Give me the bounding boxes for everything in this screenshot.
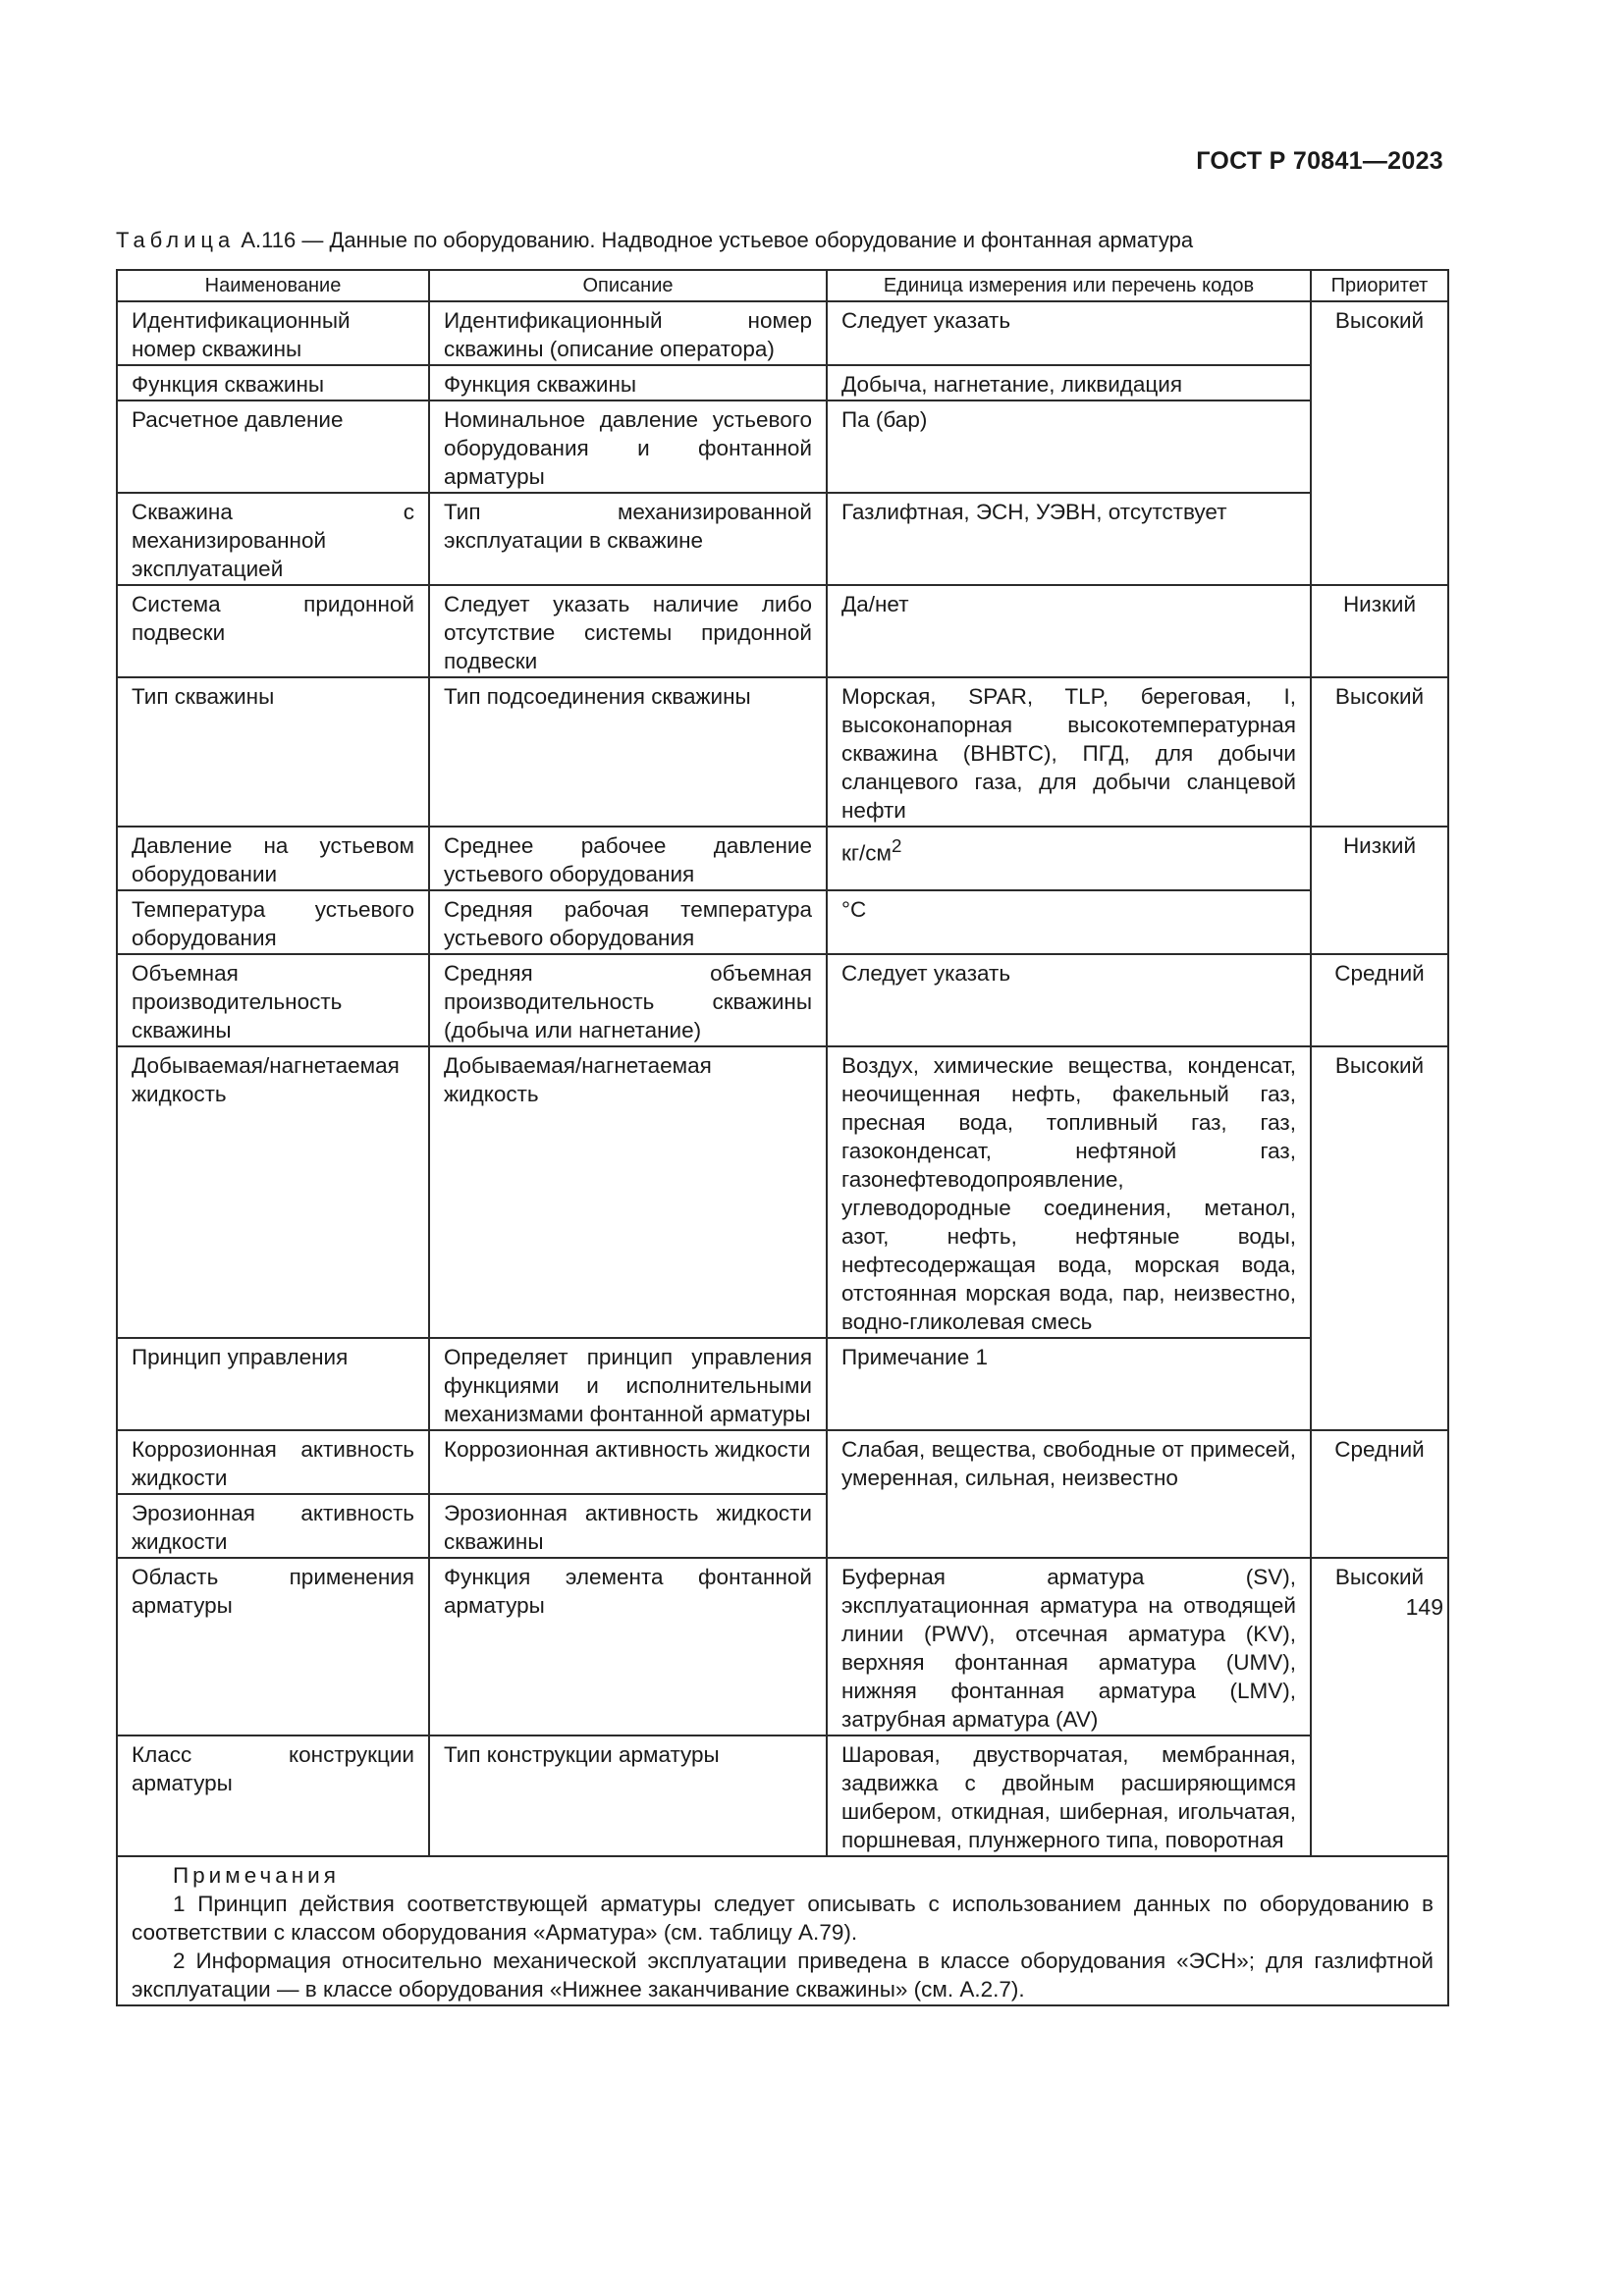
cell-unit: Следует указать (827, 301, 1311, 365)
cell-name: Система придонной подвески (117, 585, 429, 677)
table-row (117, 1558, 1448, 1735)
equipment-data-table (116, 269, 1449, 2006)
cell-unit: °С (827, 890, 1311, 954)
cell-unit: Газлифтная, ЭСН, УЭВН, отсутствует (827, 493, 1311, 585)
cell-name: Добываемая/нагнетаемая жидкость (117, 1046, 429, 1338)
cell-unit: Морская, SPAR, TLP, береговая, I, высоконапорная высокотемпературная скважина (ВНВТС), ПГД, для добычи сланцевого газа, для добычи сланцевой нефти (827, 677, 1311, 827)
cell-priority: Низкий (1311, 585, 1448, 677)
cell-description: Средняя объемная производительность скважины (добыча или нагнетание) (429, 954, 827, 1046)
cell-unit: Слабая, вещества, свободные от примесей, умеренная, сильная, неизвестно (827, 1430, 1311, 1558)
cell-description: Эрозионная активность жидкости скважины (429, 1494, 827, 1558)
table-row (117, 827, 1448, 890)
cell-description: Функция скважины (429, 365, 827, 400)
cell-description: Функция элемента фонтанной арматуры (429, 1558, 827, 1735)
header-name: Наименование (117, 270, 429, 301)
cell-name: Принцип управления (117, 1338, 429, 1430)
table-row (117, 677, 1448, 827)
page-number: 149 (1405, 1594, 1443, 1620)
cell-name: Идентификационный номер скважины (117, 301, 429, 365)
table-row (117, 301, 1448, 365)
cell-description: Коррозионная активность жидкости (429, 1430, 827, 1494)
cell-unit: Шаровая, двустворчатая, мембранная, задвижка с двойным расширяющимся шибером, откидная, шиберная, игольчатая, поршневая, плунжерного типа, поворотная (827, 1735, 1311, 1856)
table-row (117, 954, 1448, 1046)
table-row (117, 1046, 1448, 1338)
table-row (117, 890, 1448, 954)
cell-priority: Средний (1311, 954, 1448, 1046)
cell-description: Следует указать наличие либо отсутствие системы придонной подвески (429, 585, 827, 677)
standard-designation: ГОСТ Р 70841—2023 (1196, 147, 1443, 175)
table-notes (117, 1856, 1448, 2005)
cell-description: Добываемая/нагнетаемая жидкость (429, 1046, 827, 1338)
header-unit: Единица измерения или перечень кодов (827, 270, 1311, 301)
cell-unit: Примечание 1 (827, 1338, 1311, 1430)
cell-name: Давление на устьевом оборудовании (117, 827, 429, 890)
cell-priority: Высокий (1311, 677, 1448, 827)
cell-name: Область применения арматуры (117, 1558, 429, 1735)
unit-text: кг/см (841, 840, 893, 866)
note-item: 2 Информация относительно механической эксплуатации приведена в классе оборудования «ЭСН»; для газлифтной эксплуатации — в классе оборудования «Нижнее заканчивание скважины» (см. А.2.7). (132, 1949, 1434, 2002)
cell-unit: Буферная арматура (SV), эксплуатационная арматура на отводящей линии (PWV), отсечная арматура (KV), верхняя фонтанная арматура (UMV), нижняя фонтанная арматура (LMV), затрубная арматура (AV) (827, 1558, 1311, 1735)
table-header-row (117, 270, 1448, 301)
notes-row (117, 1856, 1448, 2005)
header-priority: Приоритет (1311, 270, 1448, 301)
cell-priority: Высокий (1311, 1558, 1448, 1856)
cell-priority: Средний (1311, 1430, 1448, 1558)
cell-name: Коррозионная активность жидкости (117, 1430, 429, 1494)
cell-name: Тип скважины (117, 677, 429, 827)
note-item: 1 Принцип действия соответствующей арматуры следует описывать с использованием данных по оборудованию в соответствии с классом оборудования «Арматура» (см. таблицу А.79). (132, 1892, 1434, 1945)
cell-unit (827, 827, 1311, 890)
table-row (117, 400, 1448, 493)
cell-name: Расчетное давление (117, 400, 429, 493)
cell-description: Идентификационный номер скважины (описание оператора) (429, 301, 827, 365)
table-row (117, 1338, 1448, 1430)
table-row (117, 493, 1448, 585)
cell-name: Функция скважины (117, 365, 429, 400)
cell-description: Тип конструкции арматуры (429, 1735, 827, 1856)
table-row (117, 365, 1448, 400)
cell-name: Скважина с механизированной эксплуатацией (117, 493, 429, 585)
cell-description: Тип механизированной эксплуатации в скважине (429, 493, 827, 585)
cell-unit: Добыча, нагнетание, ликвидация (827, 365, 1311, 400)
table-row (117, 1430, 1448, 1494)
cell-name: Класс конструкции арматуры (117, 1735, 429, 1856)
cell-unit: Следует указать (827, 954, 1311, 1046)
cell-unit: Воздух, химические вещества, конденсат, неочищенная нефть, факельный газ, пресная вода, топливный газ, газ, газоконденсат, нефтяной газ, газонефтеводопроявление, углеводородные соединения, метанол, азот, нефть, нефтяные воды, нефтесодержащая вода, морская вода, отстоянная морская вода, пар, неизвестно, водно-гликолевая смесь (827, 1046, 1311, 1338)
notes-title: Примечания (173, 1863, 340, 1888)
table-row (117, 1735, 1448, 1856)
cell-name: Эрозионная активность жидкости (117, 1494, 429, 1558)
header-description: Описание (429, 270, 827, 301)
cell-description: Номинальное давление устьевого оборудования и фонтанной арматуры (429, 400, 827, 493)
table-row (117, 585, 1448, 677)
cell-name: Температура устьевого оборудования (117, 890, 429, 954)
caption-text: А.116 — Данные по оборудованию. Надводное устьевое оборудование и фонтанная арматура (235, 228, 1194, 252)
cell-description: Средняя рабочая температура устьевого оборудования (429, 890, 827, 954)
table-caption (116, 228, 1193, 253)
cell-description: Определяет принцип управления функциями и исполнительными механизмами фонтанной арматуры (429, 1338, 827, 1430)
cell-description: Тип подсоединения скважины (429, 677, 827, 827)
cell-priority: Высокий (1311, 1046, 1448, 1430)
cell-priority: Низкий (1311, 827, 1448, 954)
caption-label: Таблица (116, 228, 236, 252)
cell-priority: Высокий (1311, 301, 1448, 585)
cell-unit: Да/нет (827, 585, 1311, 677)
cell-description: Среднее рабочее давление устьевого оборудования (429, 827, 827, 890)
cell-name: Объемная производительность скважины (117, 954, 429, 1046)
cell-unit: Па (бар) (827, 400, 1311, 493)
unit-superscript: 2 (892, 835, 902, 856)
